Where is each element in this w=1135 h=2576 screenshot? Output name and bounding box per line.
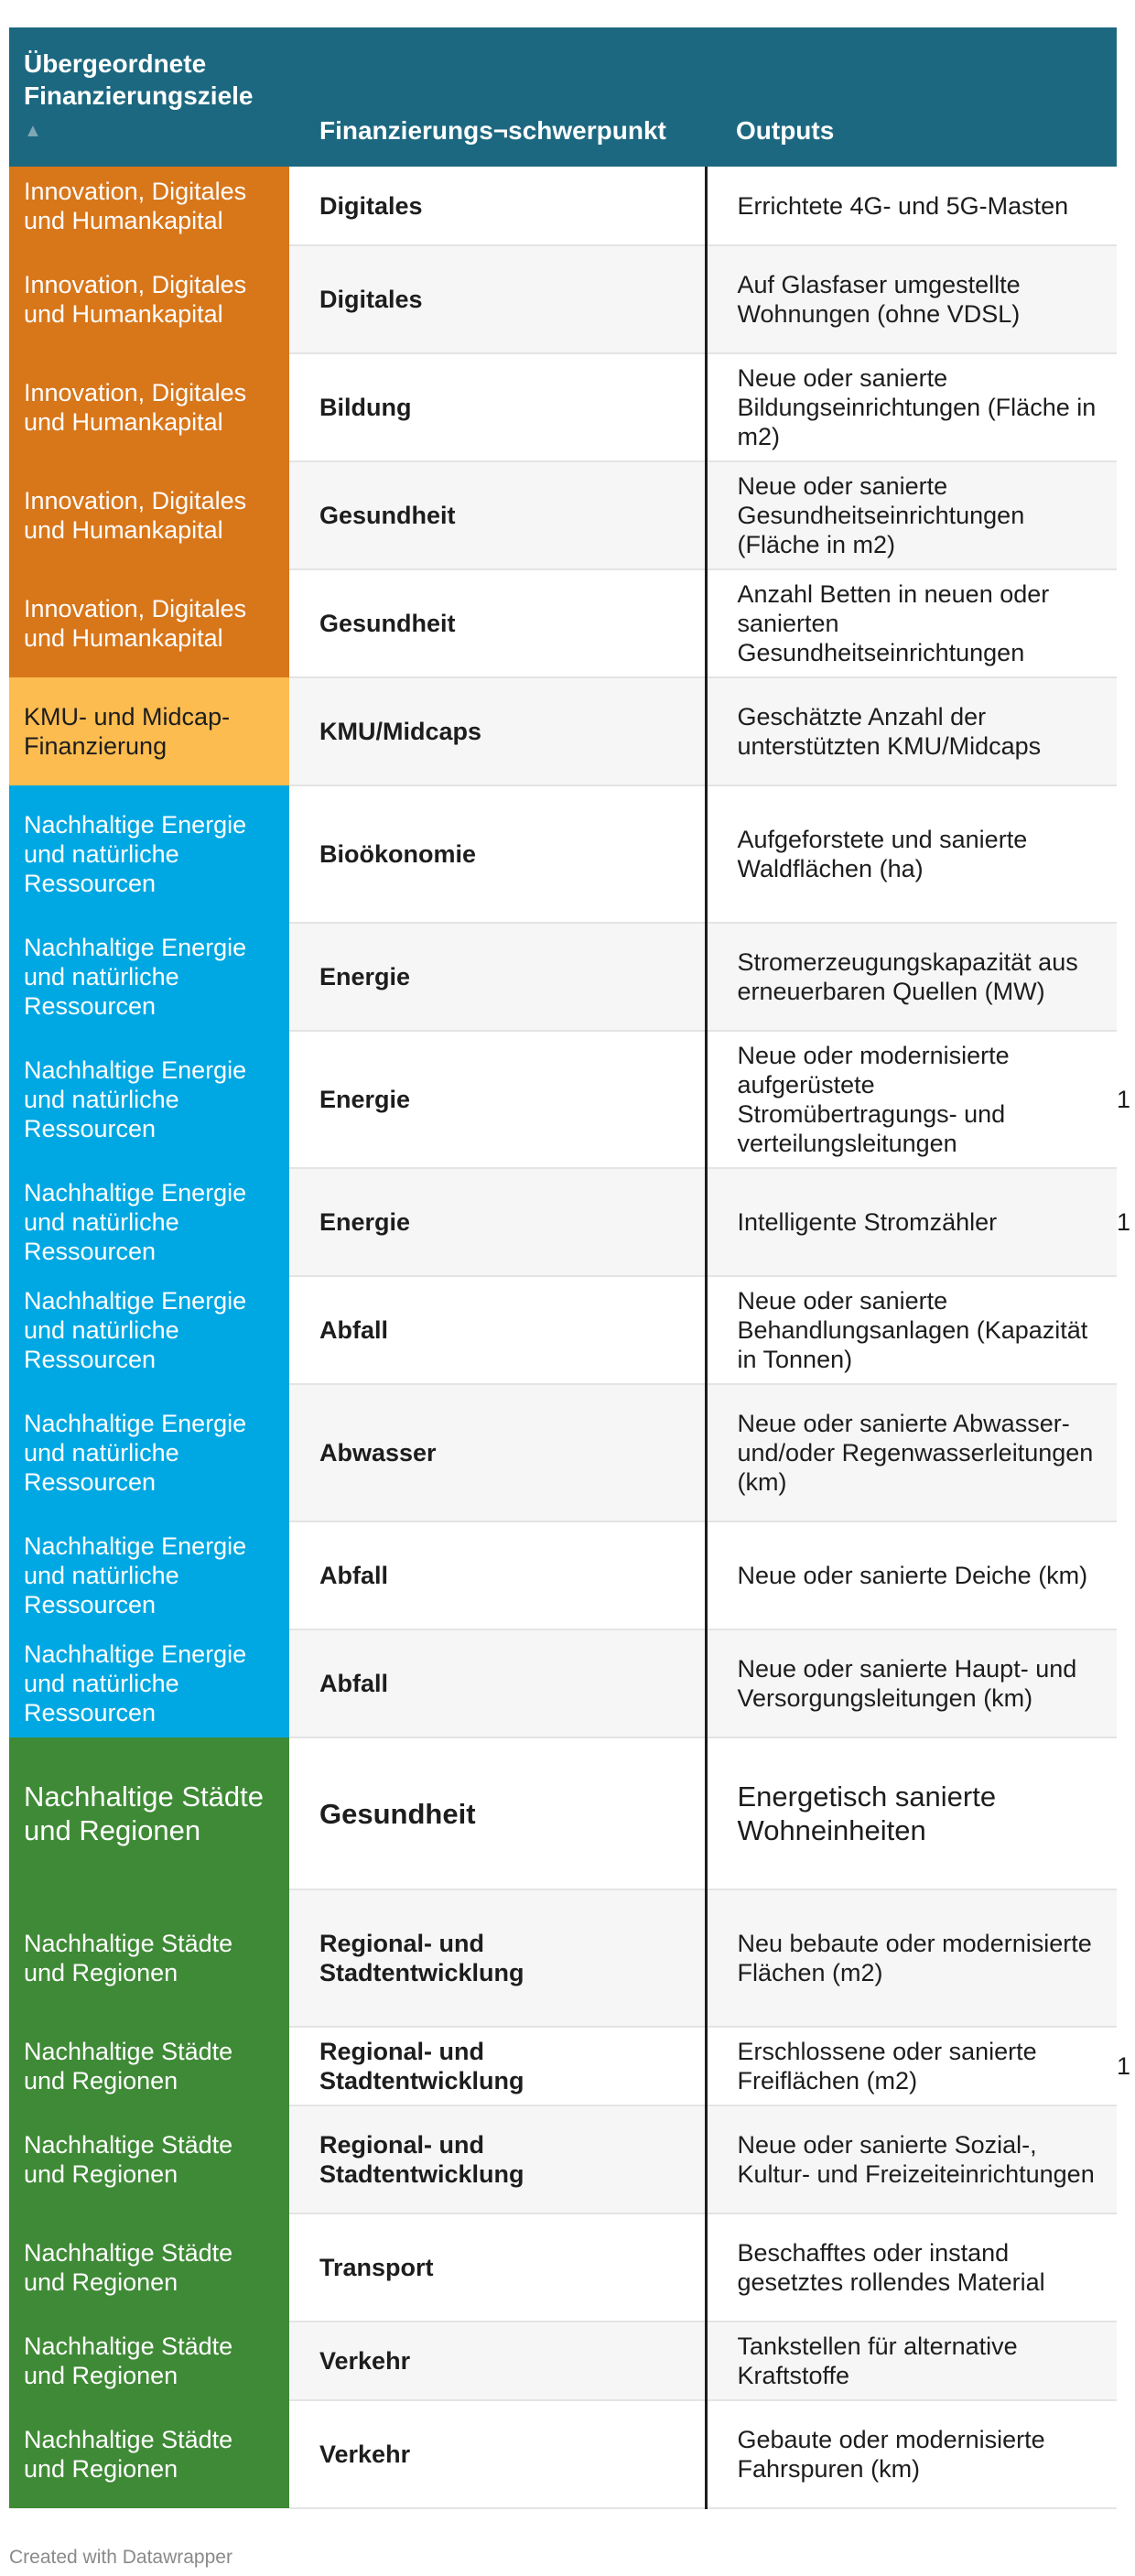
cell-goal: Nachhaltige Städte und Regionen	[9, 1737, 289, 1889]
cell-output-text: Neue oder sanierte Sozial-, Kultur- und Freizeiteinrichtungen	[737, 2131, 1095, 2188]
cell-output	[706, 2105, 1117, 2213]
cell-goal: Nachhaltige Städte und Regionen	[9, 2105, 289, 2213]
cell-output	[706, 1384, 1117, 1521]
table-row	[9, 461, 1117, 569]
cell-goal: Nachhaltige Städte und Regionen	[9, 2322, 289, 2400]
cell-output-text: Neue oder sanierte Gesundheitseinrichtungen (Fläche in m2)	[737, 472, 1025, 558]
cell-goal: Nachhaltige Energie und natürliche Ressourcen	[9, 923, 289, 1031]
table-row	[9, 1168, 1117, 1276]
cell-output	[706, 1521, 1117, 1629]
cell-goal: KMU- und Midcap-Finanzierung	[9, 677, 289, 785]
cell-focus: Abfall	[289, 1276, 706, 1384]
cell-goal: Innovation, Digitales und Humankapital	[9, 245, 289, 353]
cell-goal: Nachhaltige Energie und natürliche Ressourcen	[9, 1168, 289, 1276]
sort-ascending-icon[interactable]: ▲	[24, 121, 42, 141]
table-header-row	[9, 27, 1117, 167]
cell-output-text: Gebaute oder modernisierte Fahrspuren (km)	[737, 2426, 1045, 2483]
cell-goal: Nachhaltige Energie und natürliche Ressourcen	[9, 1521, 289, 1629]
cell-focus: Gesundheit	[289, 569, 706, 677]
cell-focus: Abfall	[289, 1629, 706, 1737]
cell-output	[706, 569, 1117, 677]
clipped-value: 1	[1117, 2052, 1131, 2080]
cell-focus: Abfall	[289, 1521, 706, 1629]
cell-output	[706, 1629, 1117, 1737]
cell-focus: Energie	[289, 1168, 706, 1276]
table-row	[9, 569, 1117, 677]
table-row	[9, 245, 1117, 353]
cell-focus: Digitales	[289, 245, 706, 353]
table-body	[9, 167, 1131, 2508]
cell-output-text: Neue oder sanierte Bildungseinrichtungen (Fläche in m2)	[737, 364, 1097, 450]
table-row	[9, 353, 1117, 461]
cell-output	[706, 167, 1117, 245]
cell-output	[706, 1889, 1117, 2027]
cell-output-text: Neue oder sanierte Behandlungsanlagen (Kapazität in Tonnen)	[737, 1287, 1088, 1373]
cell-output	[706, 677, 1117, 785]
column-header-focus-label: Finanzierungs¬schwerpunkt	[319, 116, 666, 145]
cell-goal: Innovation, Digitales und Humankapital	[9, 569, 289, 677]
cell-goal: Nachhaltige Energie und natürliche Ressourcen	[9, 785, 289, 923]
cell-output-text: Errichtete 4G- und 5G-Masten	[737, 191, 1069, 220]
cell-output	[706, 785, 1117, 923]
cell-output	[706, 2400, 1117, 2508]
cell-focus: Bildung	[289, 353, 706, 461]
data-table	[9, 27, 1131, 2509]
cell-output-text: Stromerzeugungskapazität aus erneuerbaren Quellen (MW)	[737, 948, 1078, 1005]
cell-output	[706, 923, 1117, 1031]
table-row	[9, 785, 1117, 923]
table-row	[9, 923, 1117, 1031]
clipped-value: 1	[1117, 1208, 1131, 1236]
cell-output	[706, 2213, 1117, 2322]
cell-output-text: Neue oder sanierte Deiche (km)	[737, 1562, 1088, 1589]
cell-output	[706, 2027, 1131, 2105]
cell-goal: Innovation, Digitales und Humankapital	[9, 167, 289, 245]
cell-output-text: Neue oder modernisierte aufgerüstete Stromübertragungs- und verteilungsleitungen	[737, 1042, 1010, 1157]
cell-goal: Nachhaltige Energie und natürliche Ressourcen	[9, 1384, 289, 1521]
cell-goal: Innovation, Digitales und Humankapital	[9, 353, 289, 461]
table-row	[9, 1521, 1117, 1629]
cell-output-text: Intelligente Stromzähler	[737, 1208, 998, 1236]
cell-focus: Energie	[289, 923, 706, 1031]
column-header-focus[interactable]	[289, 27, 706, 167]
cell-output-text: Neu bebaute oder modernisierte Flächen (m2)	[737, 1930, 1092, 1986]
cell-output-text: Energetisch sanierte Wohneinheiten	[737, 1780, 997, 1846]
column-header-goal[interactable]	[9, 27, 289, 167]
cell-output	[706, 2322, 1117, 2400]
cell-goal: Nachhaltige Energie und natürliche Ressourcen	[9, 1276, 289, 1384]
table-row	[9, 1737, 1117, 1889]
cell-output-text: Auf Glasfaser umgestellte Wohnungen (ohne VDSL)	[737, 271, 1021, 328]
cell-focus: Energie	[289, 1031, 706, 1168]
cell-output	[706, 1737, 1117, 1889]
cell-output-text: Tankstellen für alternative Kraftstoffe	[737, 2332, 1018, 2389]
table-row	[9, 1276, 1117, 1384]
cell-output	[706, 1276, 1117, 1384]
table-row	[9, 2027, 1117, 2105]
table-row	[9, 1031, 1117, 1168]
cell-focus: Regional- und Stadtentwicklung	[289, 2105, 706, 2213]
cell-focus: Regional- und Stadtentwicklung	[289, 2027, 706, 2105]
cell-goal: Nachhaltige Städte und Regionen	[9, 2400, 289, 2508]
table-row	[9, 1384, 1117, 1521]
table-row	[9, 2322, 1117, 2400]
data-table-container	[9, 27, 1131, 2509]
cell-goal: Nachhaltige Städte und Regionen	[9, 1889, 289, 2027]
column-header-outputs[interactable]	[706, 27, 1117, 167]
cell-output-text: Beschafftes oder instand gesetztes rollendes Material	[737, 2239, 1045, 2296]
table-row	[9, 677, 1117, 785]
cell-output-text: Neue oder sanierte Haupt- und Versorgungsleitungen (km)	[737, 1655, 1077, 1712]
cell-output	[706, 245, 1117, 353]
table-row	[9, 2400, 1117, 2508]
cell-output-text: Anzahl Betten in neuen oder sanierten Gesundheitseinrichtungen	[737, 580, 1050, 666]
cell-focus: Gesundheit	[289, 1737, 706, 1889]
cell-focus: Verkehr	[289, 2400, 706, 2508]
cell-focus: Bioökonomie	[289, 785, 706, 923]
table-row	[9, 1889, 1117, 2027]
cell-output	[706, 1031, 1131, 1168]
cell-focus: Gesundheit	[289, 461, 706, 569]
cell-output	[706, 461, 1117, 569]
cell-focus: Digitales	[289, 167, 706, 245]
cell-focus: Verkehr	[289, 2322, 706, 2400]
table-row	[9, 1629, 1117, 1737]
cell-goal: Nachhaltige Städte und Regionen	[9, 2027, 289, 2105]
table-row	[9, 2105, 1117, 2213]
cell-output-text: Aufgeforstete und sanierte Waldflächen (ha)	[737, 826, 1028, 882]
cell-goal: Nachhaltige Energie und natürliche Ressourcen	[9, 1629, 289, 1737]
clipped-value: 1	[1117, 1086, 1131, 1113]
cell-output	[706, 353, 1117, 461]
cell-goal: Nachhaltige Energie und natürliche Ressourcen	[9, 1031, 289, 1168]
cell-focus: Regional- und Stadtentwicklung	[289, 1889, 706, 2027]
datawrapper-credit[interactable]: Created with Datawrapper	[9, 2547, 232, 2568]
cell-output	[706, 1168, 1131, 1276]
cell-goal: Nachhaltige Städte und Regionen	[9, 2213, 289, 2322]
cell-output-text: Geschätzte Anzahl der unterstützten KMU/Midcaps	[737, 703, 1042, 760]
cell-goal: Innovation, Digitales und Humankapital	[9, 461, 289, 569]
cell-focus: KMU/Midcaps	[289, 677, 706, 785]
cell-output-text: Neue oder sanierte Abwasser- und/oder Regenwasserleitungen (km)	[737, 1410, 1094, 1496]
column-header-goal-label: Übergeordnete Finanzierungsziele	[24, 49, 254, 110]
table-row	[9, 2213, 1117, 2322]
cell-focus: Transport	[289, 2213, 706, 2322]
cell-output-text: Erschlossene oder sanierte Freiflächen (m2)	[737, 2038, 1037, 2094]
table-row	[9, 167, 1117, 245]
cell-focus: Abwasser	[289, 1384, 706, 1521]
column-header-outputs-label: Outputs	[736, 116, 835, 145]
